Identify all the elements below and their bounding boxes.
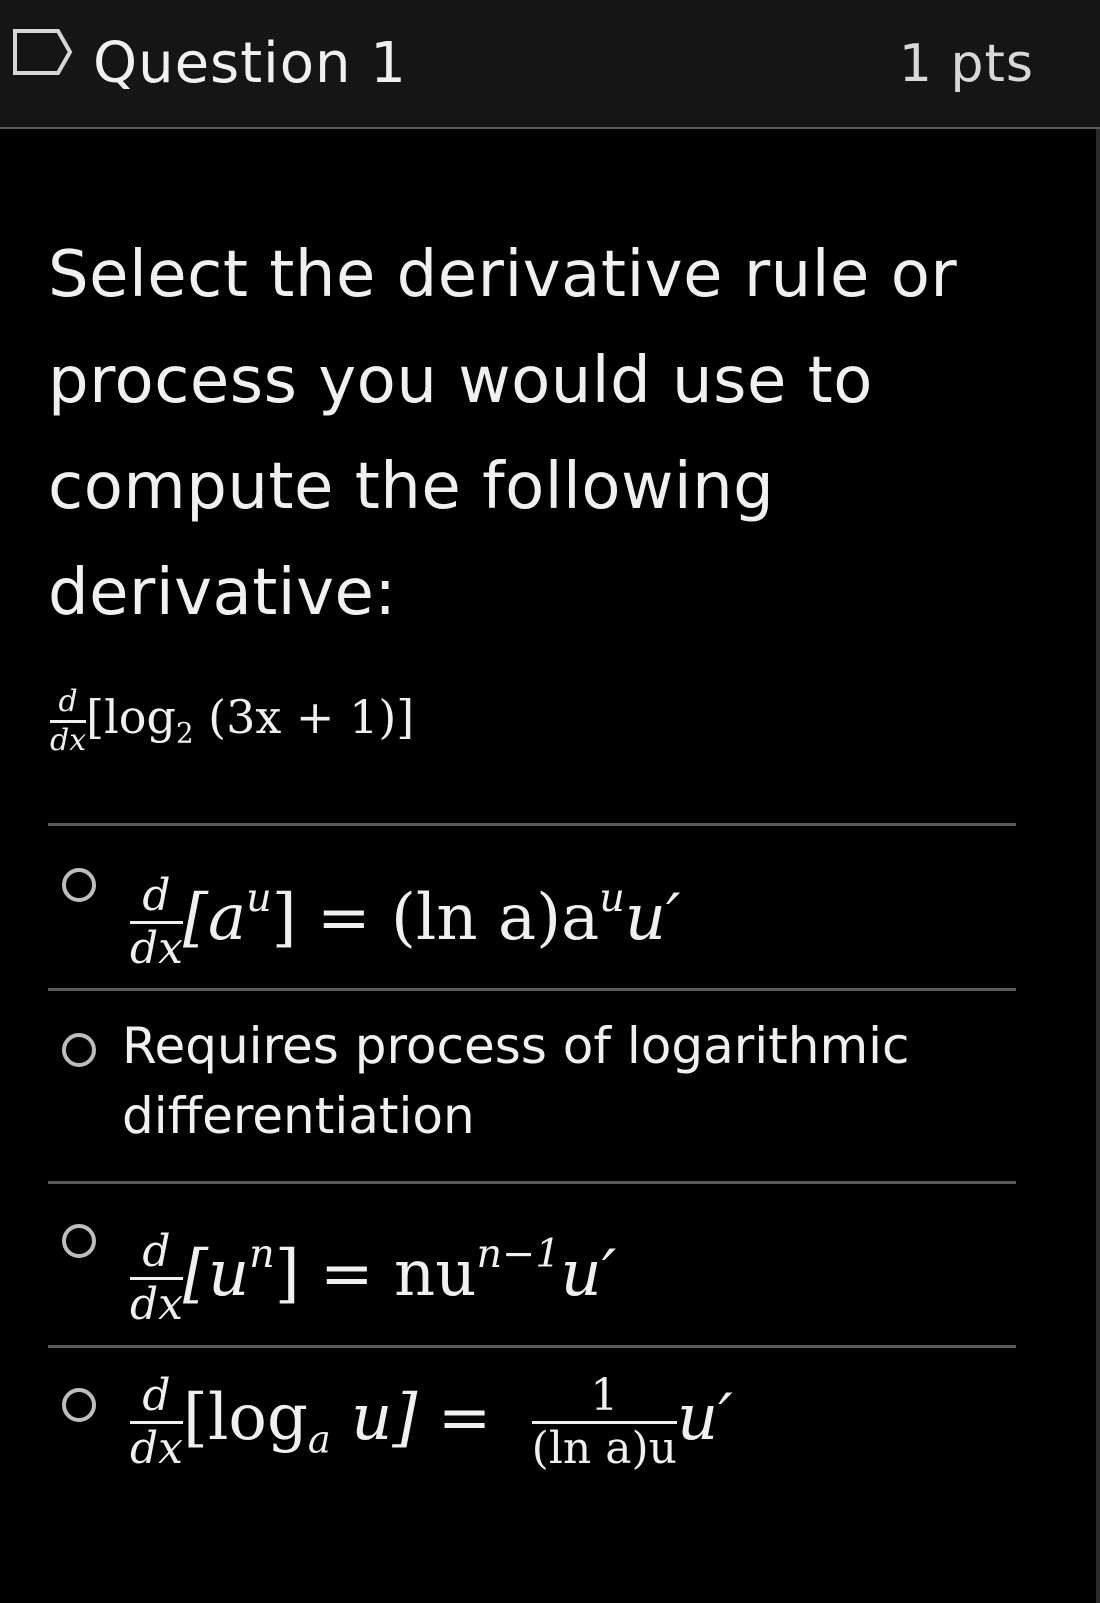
expression-argument: (3x + 1)] bbox=[193, 690, 415, 744]
answer-option-2[interactable] bbox=[48, 991, 1016, 1181]
option-4-formula: $\frac{d}{dx}$ [$\log_a$ u] = $\frac{1}{\text{(ln a)u}}$ u′ bbox=[130, 1369, 733, 1474]
question-expression bbox=[50, 672, 414, 762]
question-points: 1 pts bbox=[898, 34, 1034, 94]
option-1-formula: $\frac{d}{dx}$ $[a^u] = (\ln$ $a)a^uu'$ bbox=[130, 869, 681, 974]
question-title: Question 1 bbox=[93, 31, 407, 96]
answer-option-3[interactable] bbox=[48, 1184, 1016, 1346]
derivative-operator: $\frac{d}{dx}$ bbox=[50, 684, 87, 758]
radio-button[interactable] bbox=[62, 1033, 96, 1067]
flag-outline-icon[interactable] bbox=[12, 28, 74, 76]
expression-log: [log bbox=[86, 690, 176, 744]
radio-button[interactable] bbox=[62, 1388, 96, 1422]
option-2-text: Requires process of logarithmic differentiation bbox=[122, 1017, 910, 1145]
question-prompt: Select the derivative rule or process you would use to compute the following derivative: bbox=[48, 238, 958, 630]
radio-button[interactable] bbox=[62, 1224, 96, 1258]
answer-option-4[interactable] bbox=[48, 1348, 1016, 1528]
scrollbar-track bbox=[1096, 129, 1100, 1603]
answer-option-1[interactable] bbox=[48, 826, 1016, 988]
option-3-formula: $\frac{d}{dx}$ $[u^n] = nu^{n-1}u'$ bbox=[130, 1225, 617, 1330]
question-header bbox=[0, 0, 1100, 129]
radio-button[interactable] bbox=[62, 868, 96, 902]
expression-log-base: 2 bbox=[175, 716, 194, 750]
